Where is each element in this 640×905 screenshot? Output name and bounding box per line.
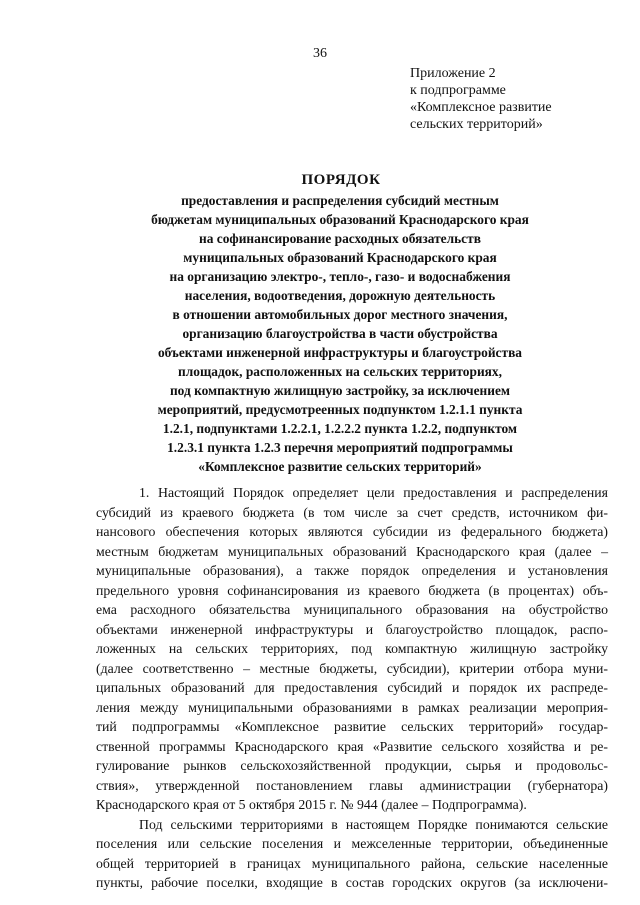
- subtitle-line: муниципальных образований Краснодарского края: [183, 250, 497, 265]
- document-subtitle: [100, 191, 580, 476]
- subtitle-line: населения, водоотведения, дорожную деятельность: [184, 288, 496, 303]
- paragraph-line: ложенных на сельских территориях, под компактную жилищную застройку: [96, 641, 608, 656]
- paragraph-line: (далее соответственно – местные бюджеты, субсидии), критерии отбора муни-: [96, 660, 608, 676]
- subtitle-line: на организацию электро-, тепло-, газо- и водоснабжения: [169, 269, 511, 284]
- paragraph-line: пункты, рабочие поселки, входящие в состав городских округов (за исключени-: [96, 875, 608, 890]
- subtitle-line: в отношении автомобильных дорог местного значения,: [172, 307, 508, 322]
- subtitle-line: 1.2.1, подпунктами 1.2.2.1, 1.2.2.2 пункта 1.2.2, подпунктом: [162, 421, 518, 436]
- subtitle-line: бюджетам муниципальных образований Краснодарского края: [151, 212, 529, 227]
- subtitle-line: площадок, расположенных на сельских территориях,: [178, 364, 502, 379]
- subtitle-line: 1.2.3.1 пункта 1.2.3 перечня мероприятий подпрограммы: [167, 440, 513, 455]
- document-body: [96, 483, 608, 893]
- paragraph-line: субсидий из краевого бюджета (в том числе за счет средств, источником фи-: [96, 504, 608, 520]
- paragraph-line: муниципальные образования), а также порядок определения и установления: [96, 563, 608, 578]
- appendix-header: [410, 65, 552, 133]
- paragraph-line: поселения или сельские поселения и межселенные территории, объединенные: [96, 836, 608, 851]
- subtitle-line: предоставления и распределения субсидий местным: [181, 193, 499, 208]
- subtitle-line: объектами инженерной инфраструктуры и благоустройства: [157, 345, 523, 360]
- paragraph-line: ствия», утвержденной постановлением главы администрации (губернатора): [96, 777, 608, 793]
- paragraph-line: ципальных образований для предоставления субсидий и порядок их распреде-: [96, 680, 608, 695]
- document-title: ПОРЯДОК: [301, 172, 381, 188]
- paragraph-line: общей территорией в границах муниципального района, сельские населенные: [96, 855, 608, 871]
- paragraph-line: нансового обеспечения которых являются субсидии из федерального бюджета): [96, 524, 608, 539]
- appendix-line: Приложение 2: [410, 66, 496, 81]
- subtitle-line: на софинансирование расходных обязательств: [199, 231, 481, 246]
- paragraph-line: ственной программы Краснодарского края «Развитие сельского хозяйства и ре-: [96, 738, 608, 754]
- paragraph-line: 1. Настоящий Порядок определяет цели предоставления и распределения: [139, 485, 608, 500]
- paragraph-line: предельного уровня софинансирования из краевого бюджета (в процентах) объ-: [96, 582, 608, 598]
- paragraph-line: объектами инженерной инфраструктуры и благоустройство площадок, распо-: [96, 621, 608, 637]
- paragraph-line: местным бюджетам муниципальных образований Краснодарского края (далее –: [96, 543, 608, 559]
- page-number: 36: [313, 46, 327, 61]
- paragraph-line: Под сельскими территориями в настоящем Порядке понимаются сельские: [139, 816, 608, 832]
- subtitle-line: мероприятий, предусмотреенных подпунктом 1.2.1.1 пункта: [157, 402, 523, 417]
- appendix-line: «Комплексное развитие: [410, 100, 552, 115]
- subtitle-line: организацию благоустройства в части обустройства: [182, 326, 498, 341]
- appendix-line: к подпрограмме: [410, 83, 506, 98]
- paragraph-line: Краснодарского края от 5 октября 2015 г. № 944 (далее – Подпрограмма).: [96, 797, 527, 812]
- subtitle-line: под компактную жилищную застройку, за исключением: [169, 383, 511, 398]
- paragraph-line: ема расходного обязательства муниципального образования на обустройство: [96, 602, 608, 617]
- paragraph-line: ления между муниципальными образованиями в рамках реализации мероприя-: [96, 699, 608, 715]
- appendix-line: сельских территорий»: [410, 117, 543, 132]
- subtitle-line: «Комплексное развитие сельских территорий»: [198, 459, 482, 474]
- paragraph-line: гулирование рынков сельскохозяйственной продукции, сырья и продовольс-: [96, 758, 608, 773]
- paragraph-line: тий подпрограммы «Комплексное развитие сельских территорий» государ-: [96, 719, 608, 734]
